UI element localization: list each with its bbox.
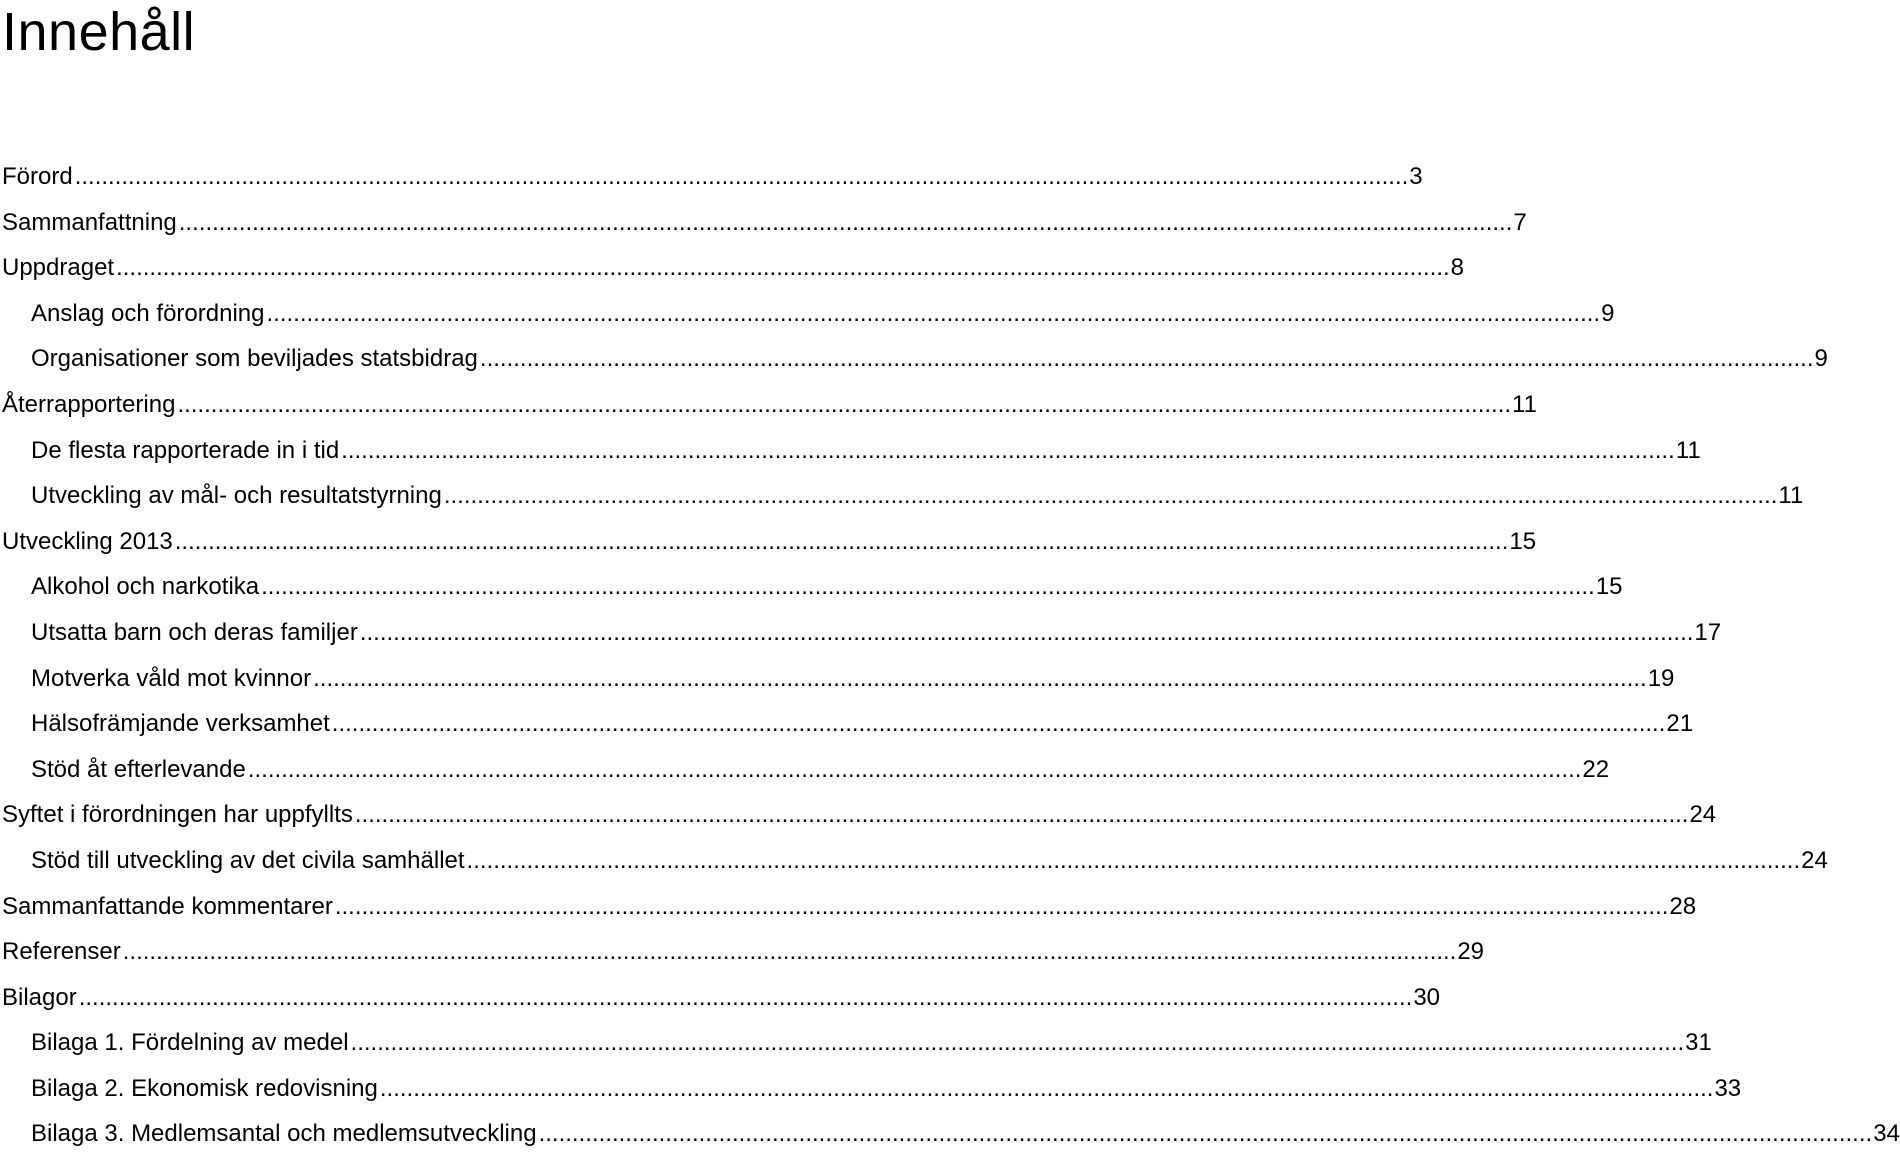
toc-page-number: 24 xyxy=(1689,801,1717,829)
toc-entry-label: Organisationer som beviljades statsbidrag xyxy=(31,345,478,373)
toc-entry-label: Anslag och förordning xyxy=(31,299,265,327)
toc-page-number: 28 xyxy=(1669,892,1697,920)
dot-leader: ........................................................................................................................................................................................................ xyxy=(174,527,1509,555)
toc-page-number: 30 xyxy=(1413,983,1441,1011)
toc-page-number: 29 xyxy=(1457,938,1485,966)
toc-page-number: 19 xyxy=(1647,664,1675,692)
toc-entry-label: Sammanfattande kommentarer xyxy=(2,892,333,920)
toc-entry[interactable] xyxy=(0,154,1423,200)
dot-leader: ........................................................................................................................................................................................................ xyxy=(341,436,1675,464)
dot-leader: ........................................................................................................................................................................................................ xyxy=(331,710,1666,738)
toc-entry-label: Återrapportering xyxy=(2,390,176,418)
toc-entry-label: Utveckling 2013 xyxy=(2,527,173,555)
toc-entry[interactable] xyxy=(0,1066,1742,1112)
toc-entry-label: Utveckling av mål- och resultatstyrning xyxy=(31,482,442,510)
dot-leader: ........................................................................................................................................................................................................ xyxy=(379,1074,1714,1102)
toc-page-number: 7 xyxy=(1513,208,1527,236)
toc-entry[interactable] xyxy=(0,929,1485,975)
dot-leader: ........................................................................................................................................................................................................ xyxy=(266,299,1601,327)
toc-page-number: 21 xyxy=(1666,710,1694,738)
toc-entry-label: Referenser xyxy=(2,938,121,966)
toc-entry[interactable] xyxy=(0,382,1537,428)
dot-leader: ........................................................................................................................................................................................................ xyxy=(538,1120,1873,1148)
dot-leader: ........................................................................................................................................................................................................ xyxy=(178,208,1513,236)
toc-page-number: 9 xyxy=(1814,345,1828,373)
toc-entry-label: Bilaga 1. Fördelning av medel xyxy=(31,1029,349,1057)
dot-leader: ........................................................................................................................................................................................................ xyxy=(247,755,1582,783)
dot-leader: ........................................................................................................................................................................................................ xyxy=(466,846,1801,874)
toc-entry-label: Bilaga 3. Medlemsantal och medlemsutveckling xyxy=(31,1120,537,1148)
toc-entry[interactable] xyxy=(0,245,1465,291)
toc-entry[interactable] xyxy=(0,200,1527,246)
toc-entry[interactable] xyxy=(0,701,1694,747)
toc-entry-label: De flesta rapporterade in i tid xyxy=(31,436,340,464)
toc-page-number: 11 xyxy=(1778,482,1804,510)
toc-page-number: 3 xyxy=(1409,163,1423,190)
toc-entry[interactable] xyxy=(0,838,1828,884)
toc-entry-label: Utsatta barn och deras familjer xyxy=(31,618,358,646)
toc-entry-label: Stöd åt efterlevande xyxy=(31,755,246,783)
dot-leader: ........................................................................................................................................................................................................ xyxy=(479,345,1814,373)
toc-page-number: 34 xyxy=(1873,1120,1900,1148)
dot-leader: ........................................................................................................................................................................................................ xyxy=(334,892,1669,920)
toc-entry[interactable] xyxy=(0,519,1537,565)
toc-entry-label: Hälsofrämjande verksamhet xyxy=(31,710,330,738)
toc-entry[interactable] xyxy=(0,884,1697,930)
toc-entry-label: Motverka våld mot kvinnor xyxy=(31,664,312,692)
toc-entry-label: Bilagor xyxy=(2,983,77,1011)
toc-entry-label: Uppdraget xyxy=(2,254,115,282)
toc-entry-label: Stöd till utveckling av det civila samhället xyxy=(31,846,465,874)
dot-leader: ........................................................................................................................................................................................................ xyxy=(313,664,1647,692)
toc-page-number: 11 xyxy=(1512,390,1537,418)
table-of-contents xyxy=(0,154,1900,1157)
dot-leader: ........................................................................................................................................................................................................ xyxy=(116,254,1450,282)
toc-page-number: 15 xyxy=(1595,573,1623,601)
toc-page-number: 22 xyxy=(1582,755,1610,783)
toc-entry[interactable] xyxy=(0,656,1675,702)
dot-leader: ........................................................................................................................................................................................................ xyxy=(261,573,1595,601)
toc-entry[interactable] xyxy=(0,473,1804,519)
toc-page-number: 15 xyxy=(1509,527,1537,555)
toc-page-number: 33 xyxy=(1714,1074,1742,1102)
dot-leader: ........................................................................................................................................................................................................ xyxy=(74,163,1409,190)
toc-entry-label: Alkohol och narkotika xyxy=(31,573,260,601)
toc-page-number: 9 xyxy=(1601,299,1615,327)
toc-entry[interactable] xyxy=(0,975,1441,1021)
toc-entry[interactable] xyxy=(0,291,1615,337)
dot-leader: ........................................................................................................................................................................................................ xyxy=(177,390,1512,418)
toc-entry[interactable] xyxy=(0,610,1722,656)
toc-entry[interactable] xyxy=(0,564,1623,610)
toc-entry-label: Sammanfattning xyxy=(2,208,177,236)
dot-leader: ........................................................................................................................................................................................................ xyxy=(359,618,1694,646)
toc-page-number: 8 xyxy=(1450,254,1465,282)
toc-entry[interactable] xyxy=(0,1020,1712,1066)
toc-page-number: 24 xyxy=(1801,846,1828,874)
toc-entry-label: Syftet i förordningen har uppfyllts xyxy=(2,801,353,829)
dot-leader: ........................................................................................................................................................................................................ xyxy=(354,801,1689,829)
toc-entry[interactable] xyxy=(0,792,1717,838)
toc-page-number: 31 xyxy=(1685,1029,1712,1057)
page-title: Innehåll xyxy=(2,2,196,62)
toc-entry-label: Förord xyxy=(2,163,73,190)
toc-page-number: 17 xyxy=(1694,618,1722,646)
toc-entry[interactable] xyxy=(0,336,1828,382)
toc-page-number: 11 xyxy=(1675,436,1701,464)
dot-leader: ........................................................................................................................................................................................................ xyxy=(350,1029,1685,1057)
dot-leader: ........................................................................................................................................................................................................ xyxy=(122,938,1457,966)
dot-leader: ........................................................................................................................................................................................................ xyxy=(443,482,1778,510)
toc-entry[interactable] xyxy=(0,1111,1900,1157)
toc-entry[interactable] xyxy=(0,428,1701,474)
toc-entry-label: Bilaga 2. Ekonomisk redovisning xyxy=(31,1074,378,1102)
toc-entry[interactable] xyxy=(0,747,1610,793)
dot-leader: ........................................................................................................................................................................................................ xyxy=(78,983,1413,1011)
